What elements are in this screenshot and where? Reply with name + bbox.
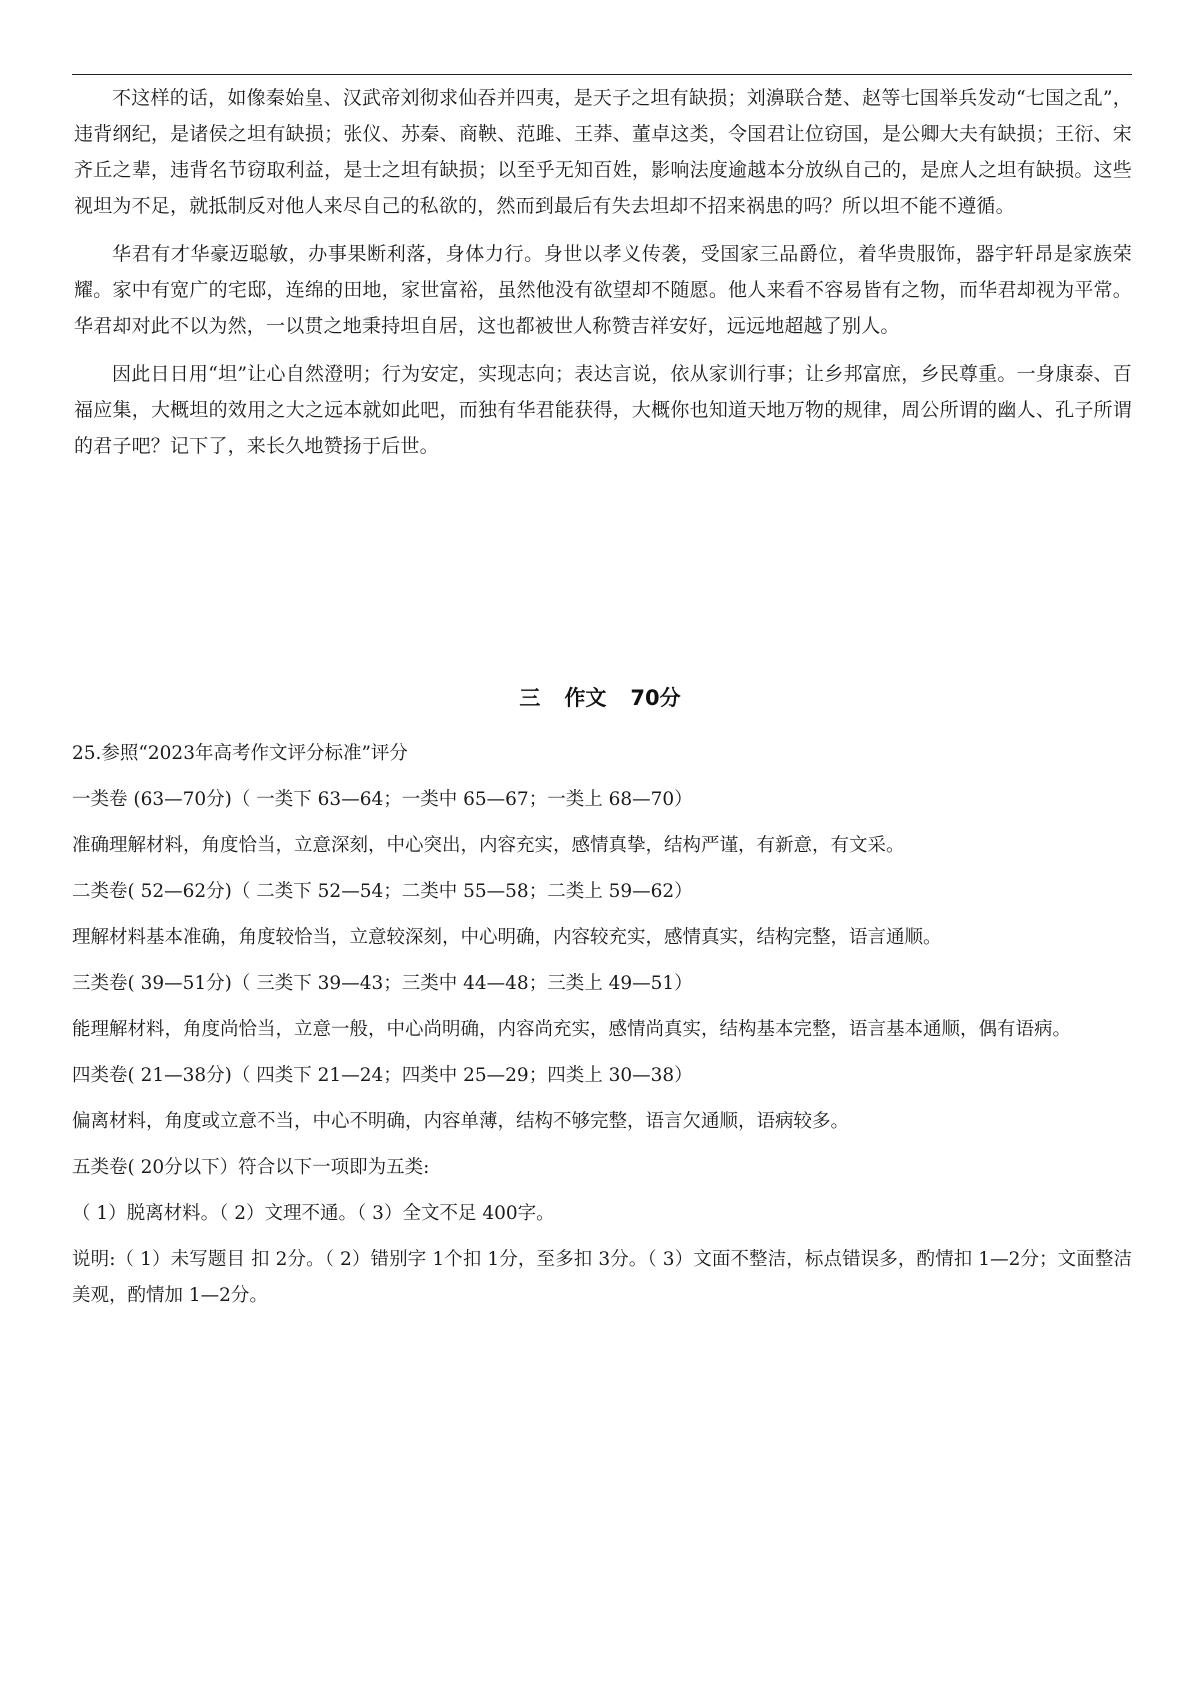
translation-text [74, 80, 1132, 476]
section-heading [0, 683, 1200, 713]
level-2-desc: 理解材料基本准确，角度较恰当，立意较深刻，中心明确，内容较充实，感情真实，结构完整，语言通顺。 [72, 927, 942, 948]
level-1-header: 一类卷 (63—70分)（ 一类下 63—64；一类中 65—67；一类上 68—70） [72, 789, 693, 810]
level-3-desc: 能理解材料，角度尚恰当，立意一般，中心尚明确，内容尚充实，感情尚真实，结构基本完整，语言基本通顺，偶有语病。 [72, 1019, 1072, 1040]
section-number: 三 [519, 686, 541, 710]
grading-note: 说明:（ 1）未写题目 扣 2分。（ 2）错别字 1个扣 1分，至多扣 3分。（ 3）文面不整洁，标点错误多，酌情扣 1—2分；文面整洁美观，酌情加 1—2分。 [72, 1249, 1132, 1306]
section-name: 作文 [564, 686, 607, 710]
level-4-header: 四类卷( 21—38分)（ 四类下 21—24；四类中 25—29；四类上 30—38） [72, 1065, 693, 1086]
level-3-header: 三类卷( 39—51分)（ 三类下 39—43；三类中 44—48；三类上 49—51） [72, 973, 693, 994]
level-2-header: 二类卷( 52—62分)（ 二类下 52—54；二类中 55—58；二类上 59—62） [72, 881, 693, 902]
header-rule [72, 74, 1132, 75]
translation-paragraph-2: 华君有才华豪迈聪敏，办事果断利落，身体力行。身世以孝义传袭，受国家三品爵位，着华贵服饰，器宇轩昂是家族荣耀。家中有宽广的宅邸，连绵的田地，家世富裕，虽然他没有欲望却不随愿。他人来看不容易皆有之物，而华君却视为平常。华君却对此不以为然，一以贯之地秉持坦自居，这也都被世人称赞吉祥安好，远远地超越了别人。 [74, 243, 1132, 337]
level-4-desc: 偏离材料，角度或立意不当，中心不明确，内容单薄，结构不够完整，语言欠通顺，语病较多。 [72, 1111, 850, 1132]
section-score: 70分 [630, 686, 681, 710]
grading-intro: 25.参照“2023年高考作文评分标准”评分 [72, 743, 408, 764]
level-5-items: （ 1）脱离材料。（ 2）文理不通。（ 3）全文不足 400字。 [72, 1203, 555, 1224]
level-1-desc: 准确理解材料，角度恰当，立意深刻，中心突出，内容充实，感情真挚，结构严谨，有新意，有文采。 [72, 835, 905, 856]
translation-paragraph-3: 因此日日用“坦”让心自然澄明；行为安定，实现志向；表达言说，依从家训行事；让乡邦富庶，乡民尊重。一身康泰、百福应集，大概坦的效用之大之远本就如此吧，而独有华君能获得，大概你也知道天地万物的规律，周公所谓的幽人、孔子所谓的君子吧？记下了，来长久地赞扬于后世。 [74, 363, 1132, 457]
translation-paragraph-1: 不这样的话，如像秦始皇、汉武帝刘彻求仙吞并四夷，是天子之坦有缺损；刘濞联合楚、赵等七国举兵发动“七国之乱”，违背纲纪，是诸侯之坦有缺损；张仪、苏秦、商鞅、范雎、王莽、董卓这类，令国君让位窃国，是公卿大夫有缺损；王衍、宋齐丘之辈，违背名节窃取利益，是士之坦有缺损；以至乎无知百姓，影响法度逾越本分放纵自己的，是庶人之坦有缺损。这些视坦为不足，就抵制反对他人来尽自己的私欲的，然而到最后有失去坦却不招来祸患的吗？所以坦不能不遵循。 [74, 87, 1132, 217]
level-5-header: 五类卷( 20分以下）符合以下一项即为五类: [72, 1157, 430, 1178]
grading-criteria [72, 736, 1132, 1324]
